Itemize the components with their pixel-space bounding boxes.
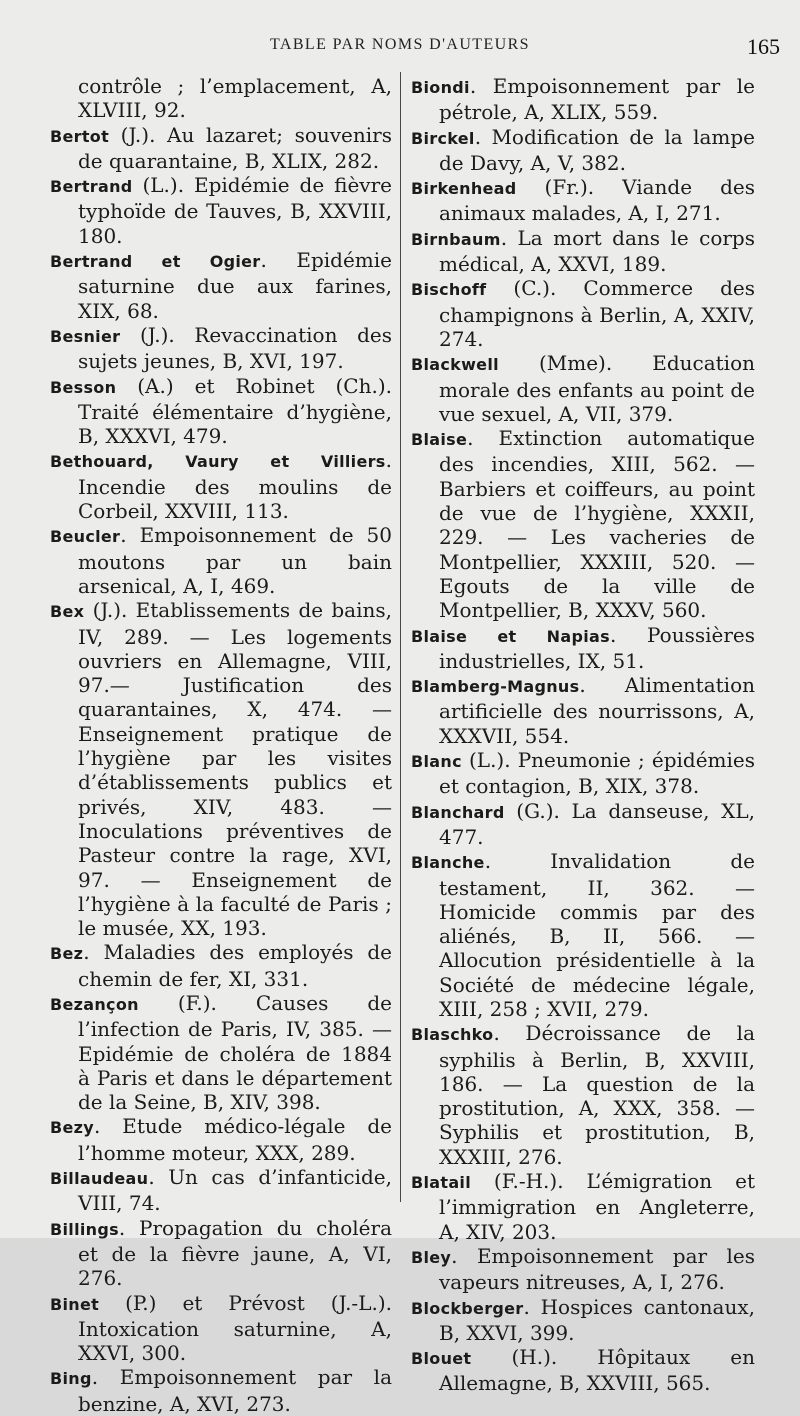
- entry-text: . Empoisonnement par le pétrole, A, XLIX, 559.: [439, 74, 755, 125]
- page-number: 165: [747, 34, 780, 59]
- entry-text: . Extinction automatique des incendies, XIII, 562. — Barbiers et coiffeurs, au point de vue de l’hygiène, XXXII, 229. — Les vacheries de Montpellier, XXXIII, 520. — Egouts de la ville de Montpellier, B, XXXV, 560.: [439, 426, 755, 623]
- entry-text: (L.). Epidémie de fièvre typhoïde de Tauves, B, XXVIII, 180.: [78, 173, 392, 248]
- index-entry: [50, 1165, 392, 1216]
- author-name: Billings: [50, 1219, 119, 1239]
- entry-text: (H.). Hôpitaux en Allemagne, B, XXVIII, 565.: [439, 1345, 755, 1396]
- index-entry: [411, 426, 755, 622]
- author-name: Blanchard: [411, 802, 505, 822]
- index-entry: [50, 940, 392, 991]
- entry-text: (F.). Causes de l’infection de Paris, IV, 385. — Epidémie de choléra de 1884 à Paris et dans le département de la Seine, B, XIV, 398.: [78, 990, 392, 1115]
- index-entry: [50, 1291, 392, 1366]
- entry-text: . Modification de la lampe de Davy, A, V, 382.: [439, 124, 755, 175]
- entry-text: . Empoisonnement de 50 moutons par un bain arsenical, A, I, 469.: [78, 523, 392, 598]
- author-name: Blaise: [411, 430, 468, 450]
- index-entry: [50, 74, 392, 123]
- author-name: Blanc: [411, 752, 462, 772]
- index-entry: [50, 173, 392, 248]
- index-entry: [50, 374, 392, 449]
- index-entry: [411, 849, 755, 1021]
- entry-text: contrôle ; l’emplacement, A, XLVIII, 92.: [78, 74, 392, 123]
- author-name: Birnbaum: [411, 229, 501, 249]
- author-name: Bischoff: [411, 280, 487, 300]
- entry-text: . Poussières industrielles, IX, 51.: [439, 622, 755, 673]
- entry-text: . La mort dans le corps médical, A, XXVI, 189.: [439, 225, 755, 277]
- right-column: [411, 74, 755, 1396]
- column-divider: [400, 72, 401, 1202]
- index-entry: [411, 1169, 755, 1244]
- index-entry: [50, 1365, 392, 1416]
- author-name: Bex: [50, 602, 85, 622]
- entry-text: . Epidémie saturnine due aux farines, XIX, 68.: [78, 248, 393, 323]
- index-entry: [411, 226, 755, 277]
- index-entry: [50, 991, 392, 1114]
- index-entry: [411, 1345, 755, 1396]
- entry-text: . Empoisonnement par les vapeurs nitreuses, A, I, 276.: [439, 1243, 755, 1295]
- author-name: Birkenhead: [411, 179, 517, 199]
- entry-text: (J.). Revaccination des sujets jeunes, B, XVI, 197.: [78, 322, 392, 374]
- entry-text: (Mme). Education morale des enfants au point de vue sexuel, A, VII, 379.: [439, 351, 755, 426]
- author-name: Biondi: [411, 78, 470, 97]
- entry-text: . Un cas d’infanticide, VIII, 74.: [78, 1165, 392, 1216]
- index-entry: [411, 1295, 755, 1346]
- index-entry: [411, 623, 755, 674]
- index-entry: [50, 598, 392, 940]
- entry-text: (A.) et Robinet (Ch.). Traité élémentaire d’hygiène, B, XXXVI, 479.: [78, 373, 392, 449]
- entry-text: . Incendie des moulins de Corbeil, XXVIII, 113.: [78, 448, 392, 524]
- index-entry: [50, 248, 392, 323]
- author-name: Bley: [411, 1247, 452, 1267]
- entry-text: (P.) et Prévost (J.-L.). Intoxication saturnine, A, XXVI, 300.: [78, 1290, 392, 1366]
- author-name: Blatail: [411, 1173, 471, 1193]
- entry-text: . Empoisonnement par la benzine, A, XVI, 273.: [78, 1365, 392, 1416]
- author-name: Bing: [50, 1369, 92, 1389]
- author-name: Blaise et Napias: [411, 626, 610, 646]
- running-title: TABLE PAR NOMS D'AUTEURS: [270, 36, 530, 53]
- index-entry: [50, 323, 392, 374]
- author-name: Bertrand: [50, 177, 133, 197]
- author-name: Bertot: [50, 126, 110, 146]
- author-name: Blaschko: [411, 1025, 494, 1045]
- left-column: [50, 74, 392, 1416]
- author-name: Bertrand et Ogier: [50, 252, 261, 272]
- author-name: Blouet: [411, 1349, 472, 1369]
- index-entry: [411, 1244, 755, 1295]
- author-name: Bethouard, Vaury et Villiers: [50, 452, 386, 472]
- author-name: Birckel: [411, 128, 475, 148]
- index-entry: [411, 74, 755, 125]
- author-name: Blamberg-Magnus: [411, 677, 580, 697]
- index-entry: [411, 673, 755, 748]
- entry-text: (G.). La danseuse, XL, 477.: [439, 798, 755, 849]
- entry-text: . Propagation du choléra et de la fièvre jaune, A, VI, 276.: [78, 1215, 392, 1291]
- index-entry: [50, 523, 392, 598]
- entry-text: . Décroissance de la syphilis à Berlin, B, XXVIII, 186. — La question de la prostitution, A, XXX, 358. — Syphilis et prostitution, B, XXXIII, 276.: [439, 1021, 755, 1169]
- entry-text: . Maladies des employés de chemin de fer, XI, 331.: [78, 940, 392, 991]
- entry-text: (J.). Etablissements de bains, IV, 289. — Les logements ouvriers en Allemagne, VIII, 97.— Justification des quarantaines, X, 474. — Enseignement pratique de l’hygiène par les visites d’établissements publics et privés, XIV, 483. — Inoculations préventives de Pasteur contre la rage, XVI, 97. — Enseignement de l’hygiène à la faculté de Paris ; le musée, XX, 193.: [78, 598, 392, 941]
- author-name: Blanche: [411, 853, 485, 873]
- author-name: Bezançon: [50, 994, 139, 1014]
- entry-text: (F.-H.). L’émigration et l’immigration en Angleterre, A, XIV, 203.: [439, 1169, 755, 1244]
- entry-text: (Fr.). Viande des animaux malades, A, I, 271.: [439, 175, 755, 226]
- author-name: Bezy: [50, 1118, 94, 1138]
- entry-text: . Hospices cantonaux, B, XXVI, 399.: [439, 1294, 755, 1345]
- author-name: Billaudeau: [50, 1169, 149, 1189]
- entry-text: . Invalidation de testament, II, 362. — Homicide commis par des aliénés, B, II, 566. — Allocution présidentielle à la Société de médecine légale, XIII, 258 ; XVII, 279.: [439, 849, 755, 1021]
- author-name: Blockberger: [411, 1298, 524, 1318]
- author-name: Bez: [50, 944, 84, 964]
- index-entry: [411, 175, 755, 226]
- author-name: Besson: [50, 377, 117, 397]
- index-entry: [411, 1021, 755, 1169]
- author-name: Besnier: [50, 326, 121, 346]
- index-entry: [50, 448, 392, 523]
- entry-text: (C.). Commerce des champignons à Berlin, A, XXIV, 274.: [439, 276, 755, 351]
- index-entry: [50, 1216, 392, 1291]
- index-entry: [411, 276, 755, 351]
- author-name: Blackwell: [411, 355, 499, 375]
- index-entry: [411, 799, 755, 850]
- entry-text: . Alimentation artificielle des nourrissons, A, XXXVII, 554.: [439, 673, 755, 748]
- entry-text: (L.). Pneumonie ; épidémies et contagion, B, XIX, 378.: [439, 748, 755, 799]
- author-name: Binet: [50, 1294, 100, 1314]
- index-entry: [50, 1114, 392, 1165]
- entry-text: (J.). Au lazaret; souvenirs de quarantaine, B, XLIX, 282.: [78, 122, 392, 173]
- index-entry: [411, 351, 755, 426]
- index-entry: [411, 748, 755, 799]
- index-entry: [50, 123, 392, 174]
- index-entry: [411, 125, 755, 176]
- author-name: Beucler: [50, 527, 121, 547]
- entry-text: . Etude médico-légale de l’homme moteur, XXX, 289.: [78, 1114, 392, 1165]
